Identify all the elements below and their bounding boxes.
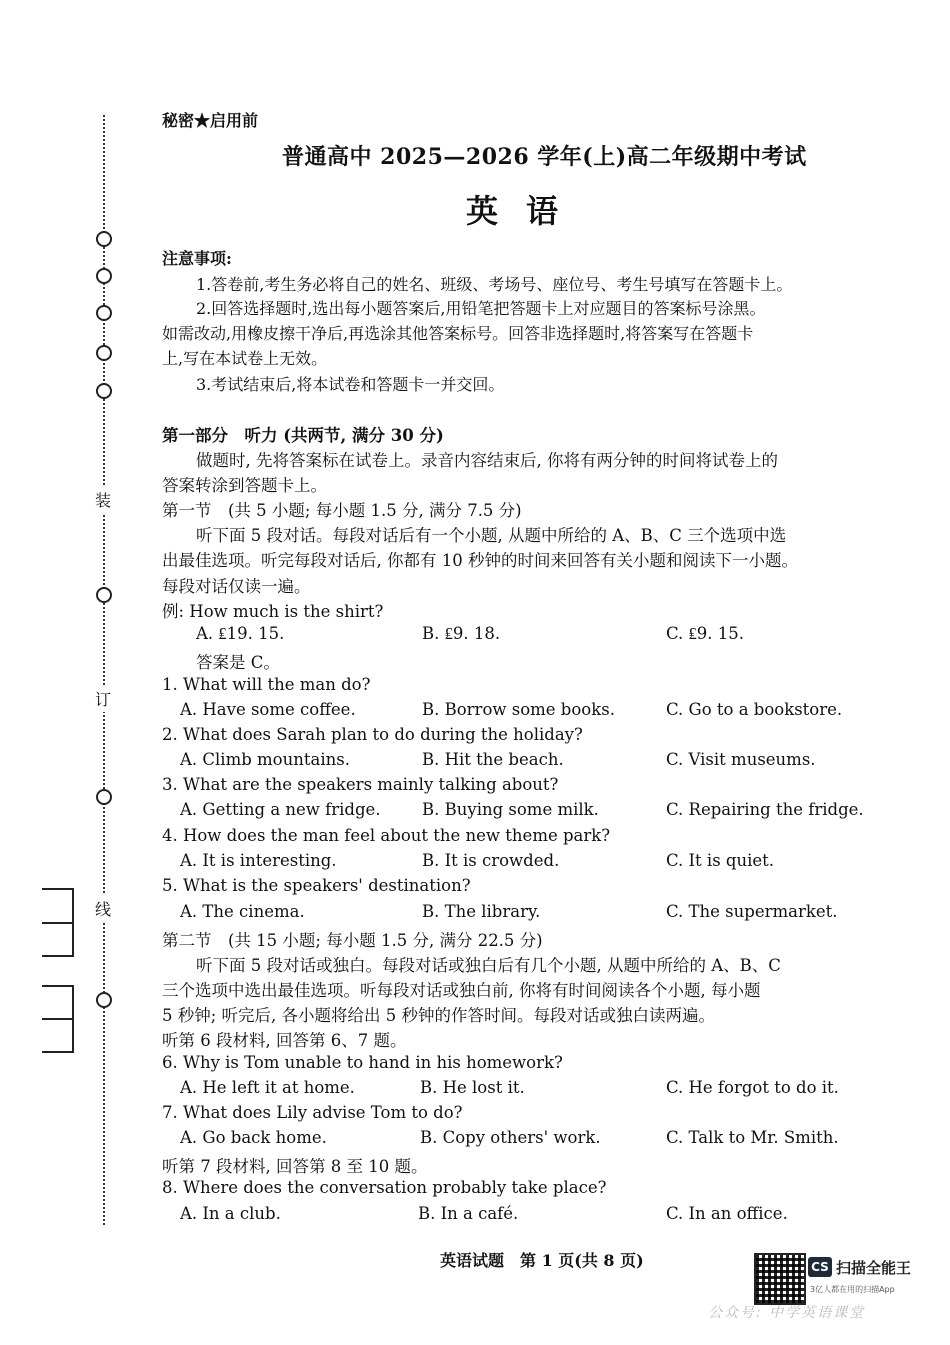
option-1b: B. Borrow some books. [422, 700, 615, 719]
section2-heading: 第二节 (共 15 小题; 每小题 1.5 分, 满分 22.5 分) [162, 931, 543, 950]
part1-intro: 做题时, 先将答案标在试卷上。录音内容结束后, 你将有两分钟的时间将试卷上的 [196, 451, 778, 470]
option-8c: C. In an office. [666, 1204, 788, 1223]
example-option-c: C. ₤9. 15. [666, 624, 745, 643]
camscanner-logo: CS [808, 1257, 832, 1277]
margin-label-xian: 线 [95, 895, 111, 922]
option-7a: A. Go back home. [180, 1128, 327, 1147]
section1-intro: 听下面 5 段对话。每段对话后有一个小题, 从题中所给的 A、B、C 三个选项中选 [196, 526, 787, 545]
material-7-heading: 听第 7 段材料, 回答第 8 至 10 题。 [162, 1157, 428, 1176]
binding-hole [96, 231, 112, 247]
section2-intro: 听下面 5 段对话或独白。每段对话或独白后有几个小题, 从题中所给的 A、B、C [196, 956, 781, 975]
option-4c: C. It is quiet. [666, 851, 775, 870]
info-box-line [42, 888, 72, 890]
camscanner-tagline: 3亿人都在用的扫描App [810, 1285, 895, 1294]
part1-heading: 第一部分 听力 (共两节, 满分 30 分) [162, 426, 444, 445]
question-3: 3. What are the speakers mainly talking about? [162, 775, 559, 794]
secret-label: 秘密★启用前 [162, 111, 259, 130]
binding-hole [96, 992, 112, 1008]
option-1a: A. Have some coffee. [180, 700, 356, 719]
option-5c: C. The supermarket. [666, 902, 838, 921]
option-2a: A. Climb mountains. [180, 750, 350, 769]
binding-hole [96, 305, 112, 321]
material-6-heading: 听第 6 段材料, 回答第 6、7 题。 [162, 1031, 407, 1050]
question-8: 8. Where does the conversation probably take place? [162, 1178, 607, 1197]
info-box-line [42, 955, 74, 957]
option-8a: A. In a club. [180, 1204, 281, 1223]
notice-heading: 注意事项: [162, 249, 232, 268]
section2-intro-cont: 三个选项中选出最佳选项。听每段对话或独白前, 你将有时间阅读各个小题, 每小题 [162, 981, 761, 1000]
section1-intro-cont: 出最佳选项。听完每段对话后, 你都有 10 秒钟的时间来回答有关小题和阅读下一小题。 [162, 551, 798, 570]
section1-heading: 第一节 (共 5 小题; 每小题 1.5 分, 满分 7.5 分) [162, 501, 522, 520]
camscanner-app-name: 扫描全能王 [836, 1259, 912, 1277]
question-4: 4. How does the man feel about the new theme park? [162, 826, 611, 845]
example-option-a: A. ₤19. 15. [196, 624, 285, 643]
info-box-line [42, 1018, 72, 1020]
question-6: 6. Why is Tom unable to hand in his homework? [162, 1053, 563, 1072]
option-1c: C. Go to a bookstore. [666, 700, 843, 719]
notice-item-2-cont: 上,写在本试卷上无效。 [162, 349, 328, 368]
qr-code-icon [754, 1253, 806, 1305]
subject-title: 英语 [466, 192, 587, 230]
option-2b: B. Hit the beach. [422, 750, 564, 769]
option-4b: B. It is crowded. [422, 851, 560, 870]
part1-intro-cont: 答案转涂到答题卡上。 [162, 476, 327, 495]
info-box-line [72, 888, 74, 956]
margin-label-zhuang: 装 [95, 486, 111, 513]
option-6b: B. He lost it. [420, 1078, 525, 1097]
notice-item-2: 2.回答选择题时,选出每小题答案后,用铅笔把答题卡上对应题目的答案标号涂黑。 [196, 299, 766, 318]
option-3b: B. Buying some milk. [422, 800, 599, 819]
option-7c: C. Talk to Mr. Smith. [666, 1128, 839, 1147]
option-6a: A. He left it at home. [180, 1078, 355, 1097]
question-2: 2. What does Sarah plan to do during the holiday? [162, 725, 583, 744]
info-box-line [42, 985, 72, 987]
info-box-line [42, 922, 72, 924]
margin-label-ding: 订 [95, 685, 111, 712]
notice-item-1: 1.答卷前,考生务必将自己的姓名、班级、考场号、座位号、考生号填写在答题卡上。 [196, 275, 793, 294]
option-2c: C. Visit museums. [666, 750, 816, 769]
option-3c: C. Repairing the fridge. [666, 800, 864, 819]
watermark: 公众号: 中学英语课堂 [708, 1305, 866, 1321]
option-5a: A. The cinema. [180, 902, 305, 921]
binding-hole [96, 268, 112, 284]
binding-hole [96, 383, 112, 399]
notice-item-2-cont: 如需改动,用橡皮擦干净后,再选涂其他答案标号。回答非选择题时,将答案写在答题卡 [162, 324, 754, 343]
exam-title: 普通高中 2025—2026 学年(上)高二年级期中考试 [282, 144, 807, 170]
example-option-b: B. ₤9. 18. [422, 624, 501, 643]
option-5b: B. The library. [422, 902, 541, 921]
section1-intro-cont: 每段对话仅读一遍。 [162, 577, 311, 596]
notice-item-3: 3.考试结束后,将本试卷和答题卡一并交回。 [196, 375, 505, 394]
info-box-line [72, 985, 74, 1053]
example-answer: 答案是 C。 [196, 653, 280, 672]
option-6c: C. He forgot to do it. [666, 1078, 839, 1097]
question-5: 5. What is the speakers' destination? [162, 876, 471, 895]
question-1: 1. What will the man do? [162, 675, 371, 694]
option-4a: A. It is interesting. [180, 851, 337, 870]
example-question: 例: How much is the shirt? [162, 602, 384, 621]
question-7: 7. What does Lily advise Tom to do? [162, 1103, 463, 1122]
binding-hole [96, 345, 112, 361]
binding-hole [96, 587, 112, 603]
info-box-line [42, 1051, 74, 1053]
option-3a: A. Getting a new fridge. [180, 800, 381, 819]
binding-hole [96, 789, 112, 805]
option-7b: B. Copy others' work. [420, 1128, 601, 1147]
option-8b: B. In a café. [418, 1204, 519, 1223]
page-footer: 英语试题 第 1 页(共 8 页) [440, 1251, 644, 1270]
section2-intro-cont: 5 秒钟; 听完后, 各小题将给出 5 秒钟的作答时间。每段对话或独白读两遍。 [162, 1006, 716, 1025]
